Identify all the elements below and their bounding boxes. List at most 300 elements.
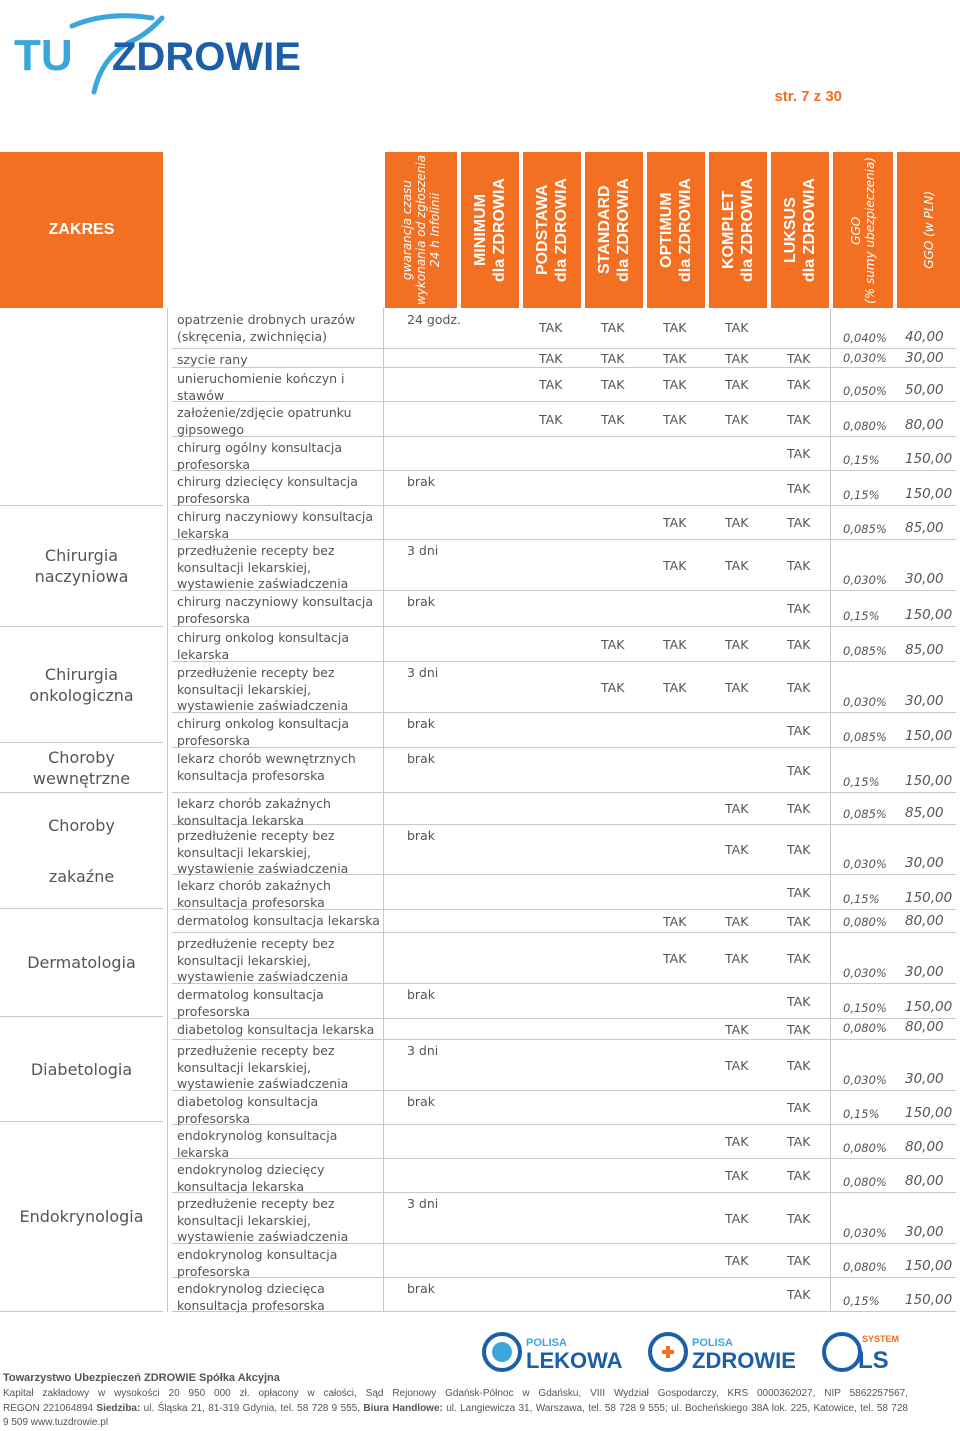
footer-regon: REGON 221064894 bbox=[3, 1402, 97, 1414]
column-divider bbox=[383, 1277, 384, 1312]
column-divider bbox=[383, 1018, 384, 1040]
guarantee-time: brak bbox=[407, 987, 435, 1002]
coverage-tak: TAK bbox=[725, 1022, 749, 1037]
pkg-sub: dla ZDROWIA bbox=[553, 178, 570, 282]
coverage-tak: TAK bbox=[663, 377, 687, 392]
coverage-tak: TAK bbox=[663, 951, 687, 966]
coverage-tak: TAK bbox=[787, 680, 811, 695]
coverage-tak: TAK bbox=[787, 481, 811, 496]
column-divider bbox=[830, 874, 831, 910]
coverage-tak: TAK bbox=[787, 377, 811, 392]
ggo-percent: 0,15% bbox=[843, 892, 880, 906]
header-ggo-pln bbox=[897, 152, 960, 308]
coverage-tak: TAK bbox=[725, 637, 749, 652]
coverage-tak: TAK bbox=[725, 1168, 749, 1183]
coverage-tak: TAK bbox=[787, 637, 811, 652]
pkg-sub: dla ZDROWIA bbox=[739, 178, 756, 282]
logo-zdrowie-footer: ZDROWIE bbox=[692, 1348, 796, 1373]
coverage-tak: TAK bbox=[787, 1058, 811, 1073]
column-divider bbox=[383, 1243, 384, 1278]
column-divider bbox=[830, 712, 831, 748]
service-description: chirurg onkolog konsultacja profesorska bbox=[177, 716, 350, 748]
header-package-komplet bbox=[709, 152, 767, 308]
coverage-tak: TAK bbox=[663, 515, 687, 530]
coverage-tak: TAK bbox=[787, 951, 811, 966]
ggo-amount: 30,00 bbox=[905, 350, 944, 366]
table-row bbox=[172, 713, 956, 748]
column-divider bbox=[830, 747, 831, 793]
table-row bbox=[172, 748, 956, 793]
service-description: przedłużenie recepty bez konsultacji lekarskiej, wystawienie zaświadczenia bbox=[177, 543, 349, 591]
category-choroby-zakazne bbox=[0, 793, 163, 909]
pkg-name: OPTIMUM bbox=[658, 192, 675, 268]
coverage-tak: TAK bbox=[725, 951, 749, 966]
coverage-tak: TAK bbox=[787, 1100, 811, 1115]
header-package-podstawa bbox=[523, 152, 581, 308]
coverage-tak: TAK bbox=[787, 412, 811, 427]
ggo-percent: 0,150% bbox=[843, 1001, 887, 1015]
table-row bbox=[172, 627, 956, 662]
coverage-tak: TAK bbox=[663, 914, 687, 929]
ggo-percent: 0,080% bbox=[843, 419, 887, 433]
ggo-amount: 150,00 bbox=[905, 1105, 953, 1121]
table-row bbox=[172, 368, 956, 402]
ggo-pln-line: GGO (w PLN) bbox=[921, 191, 936, 269]
ggo-percent: 0,030% bbox=[843, 966, 887, 980]
pkg-name: MINIMUM bbox=[472, 194, 489, 266]
ggo-percent: 0,085% bbox=[843, 807, 887, 821]
column-divider bbox=[383, 824, 384, 875]
ggo-percent: 0,15% bbox=[843, 1294, 880, 1308]
service-description: unieruchomienie kończyn i stawów bbox=[177, 371, 345, 403]
service-description: dermatolog konsultacja profesorska bbox=[177, 987, 324, 1019]
ggo-amount: 30,00 bbox=[905, 1224, 944, 1240]
service-description: chirurg onkolog konsultacja lekarska bbox=[177, 630, 350, 662]
table-row bbox=[172, 662, 956, 713]
column-divider bbox=[830, 367, 831, 402]
coverage-tak: TAK bbox=[725, 515, 749, 530]
coverage-tak: TAK bbox=[601, 637, 625, 652]
guarantee-time: brak bbox=[407, 1281, 435, 1296]
service-description: lekarz chorób zakaźnych konsultacja lekarska bbox=[177, 796, 331, 828]
table-row bbox=[172, 875, 956, 910]
footer-line1: Kapitał zakładowy w wysokości 20 950 000 zł. opłacony w całości, Sąd Rejonowy Gdańsk-Północ w Gdańsku, VIII Wydział Gospodarczy, KRS 0000362027, NIP 5862257567, bbox=[3, 1388, 908, 1399]
ggo-amount: 150,00 bbox=[905, 486, 953, 502]
service-description: przedłużenie recepty bez konsultacji lekarskiej, wystawienie zaświadczenia bbox=[177, 1196, 349, 1244]
table-row bbox=[172, 1125, 956, 1159]
column-divider bbox=[830, 661, 831, 713]
ggo-percent: 0,030% bbox=[843, 1073, 887, 1087]
column-divider bbox=[383, 1158, 384, 1193]
table-row bbox=[172, 437, 956, 471]
column-divider bbox=[383, 539, 384, 591]
column-divider bbox=[830, 792, 831, 825]
table-row bbox=[172, 793, 956, 828]
ggo-percent: 0,085% bbox=[843, 522, 887, 536]
coverage-tak: TAK bbox=[725, 558, 749, 573]
table-row bbox=[172, 1159, 956, 1193]
coverage-tak: TAK bbox=[787, 1134, 811, 1149]
column-divider bbox=[383, 1124, 384, 1159]
ggo-amount: 30,00 bbox=[905, 1071, 944, 1087]
coverage-tak: TAK bbox=[787, 558, 811, 573]
guarantee-time: brak bbox=[407, 594, 435, 609]
pkg-name: KOMPLET bbox=[720, 190, 737, 270]
coverage-tak: TAK bbox=[601, 320, 625, 335]
service-description: chirurg naczyniowy konsultacja lekarska bbox=[177, 509, 374, 541]
ggo-amount: 30,00 bbox=[905, 571, 944, 587]
coverage-tak: TAK bbox=[787, 994, 811, 1009]
service-description: opatrzenie drobnych urazów (skręcenia, zwichnięcia) bbox=[177, 312, 356, 344]
category-choroby-wewnetrzne: Choroby wewnętrzne bbox=[0, 743, 163, 793]
column-divider bbox=[830, 1277, 831, 1312]
table-row bbox=[172, 591, 956, 627]
coverage-tak: TAK bbox=[725, 914, 749, 929]
ggo-pct-line2: (% sumy ubezpieczenia) bbox=[863, 156, 877, 304]
ggo-amount: 80,00 bbox=[905, 417, 944, 433]
coverage-tak: TAK bbox=[725, 377, 749, 392]
coverage-tak: TAK bbox=[787, 1022, 811, 1037]
pkg-sub: dla ZDROWIA bbox=[615, 178, 632, 282]
logo-system: SYSTEM bbox=[862, 1334, 900, 1344]
column-divider bbox=[830, 626, 831, 662]
column-divider bbox=[830, 1090, 831, 1125]
column-divider bbox=[383, 1039, 384, 1091]
table-row bbox=[172, 910, 956, 933]
category-blank bbox=[0, 308, 163, 506]
tu-zdrowie-logo bbox=[12, 6, 332, 96]
column-divider bbox=[383, 505, 384, 540]
guarantee-time: brak bbox=[407, 828, 435, 843]
ggo-percent: 0,15% bbox=[843, 488, 880, 502]
ggo-percent: 0,030% bbox=[843, 351, 887, 365]
page-number: str. 7 z 30 bbox=[774, 88, 842, 105]
service-description: przedłużenie recepty bez konsultacji lekarskiej, wystawienie zaświadczenia bbox=[177, 1043, 349, 1091]
ggo-pct-line1: GGO bbox=[849, 215, 863, 245]
footer-siedziba: ul. Śląska 21, 81-319 Gdynia, tel. 58 728 9 555, bbox=[140, 1402, 364, 1414]
logo-lekowa: LEKOWA bbox=[526, 1348, 623, 1373]
column-divider bbox=[383, 348, 384, 368]
pkg-name: LUKSUS bbox=[782, 197, 799, 263]
column-divider bbox=[830, 932, 831, 984]
column-divider bbox=[383, 909, 384, 933]
coverage-tak: TAK bbox=[787, 601, 811, 616]
service-description: endokrynolog konsultacja lekarska bbox=[177, 1128, 338, 1160]
column-divider bbox=[383, 712, 384, 748]
coverage-tak: TAK bbox=[663, 320, 687, 335]
header-guarantee bbox=[385, 152, 457, 308]
ggo-amount: 150,00 bbox=[905, 451, 953, 467]
column-divider bbox=[383, 590, 384, 627]
ggo-amount: 85,00 bbox=[905, 520, 944, 536]
service-description: endokrynolog konsultacja profesorska bbox=[177, 1247, 338, 1279]
logo-zdrowie-top: POLISA bbox=[692, 1337, 733, 1349]
coverage-tak: TAK bbox=[663, 351, 687, 366]
coverage-tak: TAK bbox=[787, 885, 811, 900]
header-package-luksus bbox=[771, 152, 829, 308]
service-description: lekarz chorób zakaźnych konsultacja profesorska bbox=[177, 878, 331, 910]
column-divider bbox=[830, 590, 831, 627]
ggo-percent: 0,030% bbox=[843, 1226, 887, 1240]
ggo-amount: 30,00 bbox=[905, 693, 944, 709]
coverage-tak: TAK bbox=[539, 412, 563, 427]
column-divider bbox=[383, 470, 384, 506]
ggo-percent: 0,030% bbox=[843, 695, 887, 709]
ggo-percent: 0,080% bbox=[843, 1141, 887, 1155]
ggo-amount: 150,00 bbox=[905, 728, 953, 744]
column-divider bbox=[383, 436, 384, 471]
ggo-percent: 0,080% bbox=[843, 1021, 887, 1035]
ggo-percent: 0,15% bbox=[843, 609, 880, 623]
coverage-tak: TAK bbox=[787, 763, 811, 778]
footer-product-logos bbox=[480, 1330, 900, 1374]
coverage-tak: TAK bbox=[663, 558, 687, 573]
ggo-amount: 50,00 bbox=[905, 382, 944, 398]
ggo-percent: 0,15% bbox=[843, 453, 880, 467]
footer-legal bbox=[3, 1387, 908, 1431]
category-diabetologia: Diabetologia bbox=[0, 1017, 163, 1122]
footer-biura-label: Biura Handlowe: bbox=[363, 1402, 443, 1414]
column-divider bbox=[383, 983, 384, 1019]
service-description: endokrynolog dziecięcy konsultacja lekarska bbox=[177, 1162, 325, 1194]
coverage-tak: TAK bbox=[663, 412, 687, 427]
table-row bbox=[172, 1244, 956, 1278]
table-row bbox=[172, 1019, 956, 1040]
table-row bbox=[172, 1193, 956, 1244]
ggo-percent: 0,050% bbox=[843, 384, 887, 398]
coverage-tak: TAK bbox=[663, 637, 687, 652]
header-guarantee-text bbox=[400, 155, 442, 305]
table-row bbox=[172, 825, 956, 875]
ggo-percent: 0,030% bbox=[843, 573, 887, 587]
table-row bbox=[172, 471, 956, 506]
table-row bbox=[172, 506, 956, 540]
header-package-optimum bbox=[647, 152, 705, 308]
pkg-sub: dla ZDROWIA bbox=[801, 178, 818, 282]
coverage-tak: TAK bbox=[787, 842, 811, 857]
column-divider bbox=[830, 1158, 831, 1193]
coverage-tak: TAK bbox=[725, 680, 749, 695]
column-divider bbox=[383, 932, 384, 984]
logo-zdrowie: ZDROWIE bbox=[112, 35, 301, 79]
coverage-tak: TAK bbox=[725, 1211, 749, 1226]
table-row bbox=[172, 1040, 956, 1091]
service-description: przedłużenie recepty bez konsultacji lekarskiej, wystawienie zaświadczenia bbox=[177, 665, 349, 713]
table-row bbox=[172, 349, 956, 368]
coverage-tak: TAK bbox=[601, 680, 625, 695]
service-description: chirurg ogólny konsultacja profesorska bbox=[177, 440, 342, 472]
ggo-amount: 40,00 bbox=[905, 329, 944, 345]
ggo-amount: 30,00 bbox=[905, 964, 944, 980]
table-row bbox=[172, 540, 956, 591]
ggo-percent: 0,030% bbox=[843, 857, 887, 871]
ggo-amount: 85,00 bbox=[905, 805, 944, 821]
coverage-tak: TAK bbox=[787, 914, 811, 929]
coverage-tak: TAK bbox=[787, 1168, 811, 1183]
ggo-amount: 80,00 bbox=[905, 1173, 944, 1189]
service-description: lekarz chorób wewnętrznych konsultacja profesorska bbox=[177, 751, 356, 783]
pkg-sub: dla ZDROWIA bbox=[677, 178, 694, 282]
header-guarantee-line3: 24 h Infolinii bbox=[428, 192, 442, 268]
column-divider bbox=[383, 792, 384, 825]
service-description: szycie rany bbox=[177, 352, 248, 367]
guarantee-time: 3 dni bbox=[407, 665, 439, 680]
service-description: diabetolog konsultacja lekarska bbox=[177, 1022, 375, 1037]
ggo-amount: 80,00 bbox=[905, 1139, 944, 1155]
pkg-name: PODSTAWA bbox=[534, 184, 551, 276]
ggo-amount: 150,00 bbox=[905, 773, 953, 789]
column-divider bbox=[830, 401, 831, 437]
coverage-tak: TAK bbox=[601, 377, 625, 392]
guarantee-time: brak bbox=[407, 716, 435, 731]
coverage-tak: TAK bbox=[725, 801, 749, 816]
header-guarantee-line1: gwarancja czasu bbox=[400, 180, 414, 280]
coverage-tak: TAK bbox=[663, 680, 687, 695]
ggo-percent: 0,080% bbox=[843, 1260, 887, 1274]
column-divider bbox=[830, 308, 831, 349]
category-dermatologia: Dermatologia bbox=[0, 909, 163, 1017]
coverage-tak: TAK bbox=[787, 1211, 811, 1226]
coverage-tak: TAK bbox=[601, 351, 625, 366]
ggo-percent: 0,080% bbox=[843, 1175, 887, 1189]
footer-line2 bbox=[3, 1402, 908, 1417]
table-row bbox=[172, 933, 956, 984]
coverage-tak: TAK bbox=[725, 1058, 749, 1073]
column-divider bbox=[830, 436, 831, 471]
service-description: przedłużenie recepty bez konsultacji lekarskiej, wystawienie zaświadczenia bbox=[177, 936, 349, 984]
category-endokrynologia: Endokrynologia bbox=[0, 1122, 163, 1312]
logo-ls: LS bbox=[858, 1347, 889, 1374]
table-row bbox=[172, 402, 956, 437]
column-divider bbox=[830, 1192, 831, 1244]
column-divider bbox=[383, 1090, 384, 1125]
guarantee-time: brak bbox=[407, 751, 435, 766]
guarantee-time: brak bbox=[407, 1094, 435, 1109]
ggo-amount: 150,00 bbox=[905, 1258, 953, 1274]
ggo-percent: 0,080% bbox=[843, 915, 887, 929]
service-description: diabetolog konsultacja profesorska bbox=[177, 1094, 319, 1126]
ggo-amount: 30,00 bbox=[905, 855, 944, 871]
coverage-tak: TAK bbox=[725, 412, 749, 427]
guarantee-time: 3 dni bbox=[407, 1043, 439, 1058]
column-divider bbox=[383, 367, 384, 402]
footer-biura: ul. Langiewicza 31, Warszawa, tel. 58 728 9 555; ul. Bocheńskiego 38A lok. 225, Katowice, tel. 58 728 bbox=[442, 1402, 908, 1414]
category-choroby-label: Choroby bbox=[48, 815, 115, 835]
category-chirurgia-onkologiczna: Chirurgia onkologiczna bbox=[0, 627, 163, 743]
column-divider bbox=[383, 401, 384, 437]
service-description: dermatolog konsultacja lekarska bbox=[177, 913, 380, 928]
column-divider bbox=[383, 626, 384, 662]
service-description: przedłużenie recepty bez konsultacji lekarskiej, wystawienie zaświadczenia bbox=[177, 828, 349, 876]
pkg-sub: dla ZDROWIA bbox=[491, 178, 508, 282]
column-divider bbox=[830, 539, 831, 591]
pkg-name: STANDARD bbox=[596, 185, 613, 275]
column-divider bbox=[830, 1018, 831, 1040]
table-row bbox=[172, 984, 956, 1019]
column-divider bbox=[830, 824, 831, 875]
header-zakres bbox=[0, 152, 163, 308]
category-zakazne-label: zakaźne bbox=[48, 866, 115, 886]
column-divider bbox=[830, 470, 831, 506]
coverage-tak: TAK bbox=[787, 1287, 811, 1302]
coverage-tak: TAK bbox=[539, 377, 563, 392]
header-package-minimum bbox=[461, 152, 519, 308]
coverage-tak: TAK bbox=[539, 351, 563, 366]
coverage-tak: TAK bbox=[725, 842, 749, 857]
footer-siedziba-label: Siedziba: bbox=[96, 1402, 141, 1414]
ggo-percent: 0,085% bbox=[843, 730, 887, 744]
ggo-percent: 0,15% bbox=[843, 775, 880, 789]
coverage-tak: TAK bbox=[725, 1134, 749, 1149]
coverage-tak: TAK bbox=[787, 801, 811, 816]
coverage-tak: TAK bbox=[787, 446, 811, 461]
column-divider bbox=[383, 308, 384, 349]
category-chirurgia-naczyniowa: Chirurgia naczyniowa bbox=[0, 506, 163, 627]
service-description: założenie/zdjęcie opatrunku gipsowego bbox=[177, 405, 352, 437]
coverage-tak: TAK bbox=[539, 320, 563, 335]
footer-line3: 9 509 www.tuzdrowie.pl bbox=[3, 1417, 109, 1428]
guarantee-time: brak bbox=[407, 474, 435, 489]
coverage-tak: TAK bbox=[725, 320, 749, 335]
table-row bbox=[172, 1091, 956, 1125]
column-divider bbox=[830, 909, 831, 933]
table-row bbox=[172, 309, 956, 349]
ggo-amount: 80,00 bbox=[905, 1019, 944, 1035]
column-divider bbox=[383, 661, 384, 713]
service-description: chirurg naczyniowy konsultacja profesorska bbox=[177, 594, 374, 626]
column-divider bbox=[830, 1243, 831, 1278]
coverage-tak: TAK bbox=[725, 351, 749, 366]
table-row bbox=[172, 1278, 956, 1312]
column-divider bbox=[830, 983, 831, 1019]
service-description: chirurg dziecięcy konsultacja profesorska bbox=[177, 474, 358, 506]
header-ggo-pct bbox=[833, 152, 893, 308]
footer-company: Towarzystwo Ubezpieczeń ZDROWIE Spółka Akcyjna bbox=[3, 1372, 280, 1384]
column-divider bbox=[830, 348, 831, 368]
ggo-amount: 150,00 bbox=[905, 999, 953, 1015]
coverage-tak: TAK bbox=[787, 1253, 811, 1268]
header-package-standard bbox=[585, 152, 643, 308]
coverage-tak: TAK bbox=[787, 515, 811, 530]
logo-tu: TU bbox=[14, 31, 73, 80]
coverage-tak: TAK bbox=[725, 1253, 749, 1268]
ggo-amount: 80,00 bbox=[905, 913, 944, 929]
ggo-amount: 150,00 bbox=[905, 890, 953, 906]
header-zakres-label: ZAKRES bbox=[48, 221, 115, 238]
category-divider bbox=[167, 308, 168, 1312]
ggo-amount: 85,00 bbox=[905, 642, 944, 658]
ggo-percent: 0,15% bbox=[843, 1107, 880, 1121]
guarantee-time: 3 dni bbox=[407, 1196, 439, 1211]
column-divider bbox=[830, 1124, 831, 1159]
coverage-tak: TAK bbox=[601, 412, 625, 427]
guarantee-time: 24 godz. bbox=[407, 312, 461, 327]
column-divider bbox=[383, 874, 384, 910]
header-guarantee-line2: wykonania od zgłoszenia bbox=[414, 155, 428, 305]
ggo-amount: 150,00 bbox=[905, 607, 953, 623]
ggo-amount: 150,00 bbox=[905, 1292, 953, 1308]
service-description: endokrynolog dziecięca konsultacja profesorska bbox=[177, 1281, 325, 1313]
logo-lekowa-top: POLISA bbox=[526, 1337, 567, 1349]
column-divider bbox=[383, 747, 384, 793]
column-divider bbox=[830, 1039, 831, 1091]
column-divider bbox=[383, 1192, 384, 1244]
guarantee-time: 3 dni bbox=[407, 543, 439, 558]
coverage-tak: TAK bbox=[787, 351, 811, 366]
column-divider bbox=[830, 505, 831, 540]
ggo-percent: 0,085% bbox=[843, 644, 887, 658]
coverage-tak: TAK bbox=[787, 723, 811, 738]
